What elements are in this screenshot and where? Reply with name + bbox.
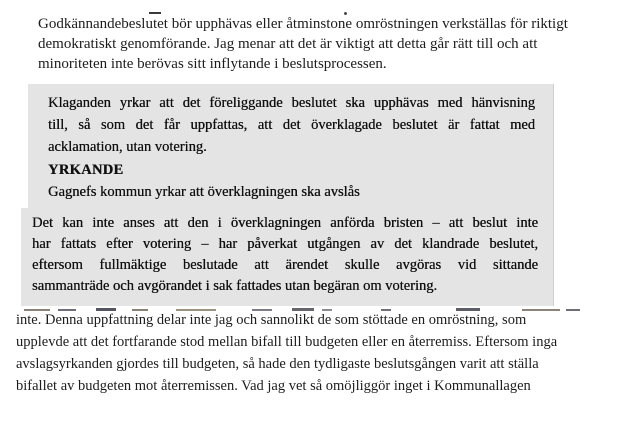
text-line: Det kan inte anses att den i överklagningen anförda bristen – att beslut inte (32, 215, 538, 231)
intro-paragraph (38, 14, 568, 74)
text-line: Klaganden yrkar att det föreliggande beslutet ska upphävas med hänvisning (48, 95, 535, 111)
yrkande-body: Gagnefs kommun yrkar att överklagningen ska avslås (48, 184, 360, 200)
appeal-quote-paragraph (48, 92, 535, 158)
text-line: bifallet av budgeten mot återremissen. Vad jag vet så omöjliggör inget i Kommunallagen (16, 378, 531, 394)
municipality-quote-paragraph (32, 213, 538, 297)
closing-paragraph (16, 309, 557, 397)
text-line: minoriteten inte berövas sitt inflytande i beslutsprocessen. (38, 56, 387, 72)
text-line: har fattats efter votering – har påverkat utgången av det klandrade beslutet, (32, 236, 538, 252)
yrkande-heading: YRKANDE (48, 162, 124, 178)
text-line: Godkännandebeslutet bör upphävas eller åtminstone omröstningen verkställas för riktigt (38, 16, 568, 32)
text-line: sammanträde och avgörandet i sak fattades utan begäran om votering. (32, 278, 438, 294)
text-line: till, så som det får uppfattas, att det överklagade beslutet är fattat med (48, 117, 535, 133)
text-line: demokratiskt genomförande. Jag menar att det är viktigt att detta går rätt till och att (38, 36, 538, 52)
text-line: inte. Denna uppfattning delar inte jag och sannolikt de som stöttade en omröstning, som (16, 312, 527, 328)
text-line: upplevde att det fortfarande stod mellan bifall till budgeten eller en återremiss. Eftersom inga (16, 334, 558, 350)
text-line: acklamation, utan votering. (48, 139, 207, 155)
text-line: avslagsyrkanden gjordes till budgeten, så hade den tydligaste beslutsgången varit att ställa (16, 356, 539, 372)
text-line: eftersom fullmäktige beslutade att ärendet skulle avgöras vid sittande (32, 257, 538, 273)
scan-artifact-mark (566, 309, 580, 311)
